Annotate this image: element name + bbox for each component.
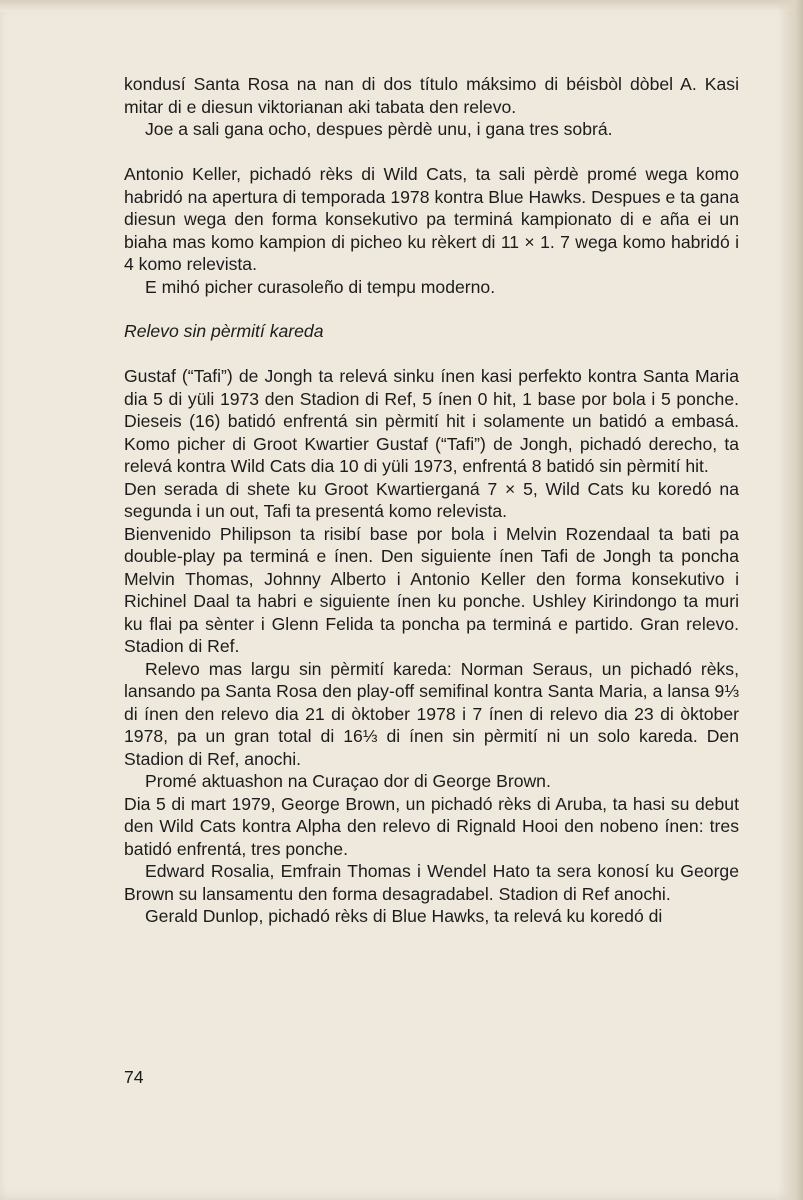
paragraph-3: Antonio Keller, pichadó rèks di Wild Cats, ta sali pèrdè promé wega komo habridó na apertura di temporada 1978 kontra Blue Hawks. Despues e ta gana diesun wega den forma konsekutivo pa terminá kampionato di e aña ei un biaha mas komo kampion di picheo ku rèkert di 11 × 1. 7 wega komo habridó i 4 komo relevista. (124, 164, 739, 274)
paragraph-7: Bienvenido Philipson ta risibí base por bola i Melvin Rozendaal ta bati pa double-play pa terminá e ínen. Den siguiente ínen Tafi de Jongh ta poncha Melvin Thomas, Johnny Alberto i Antonio Keller den forma konsekutivo i Richinel Daal ta habri e siguiente ínen ku ponche. Ushley Kirindongo ta muri ku flai pa sènter i Glenn Felida ta poncha pa terminá e partido. Gran relevo. Stadion di Ref. (124, 523, 739, 656)
paragraph-4: E mihó picher curasoleño di tempu moderno. (145, 276, 496, 297)
paragraph-10: Dia 5 di mart 1979, George Brown, un pichadó rèks di Aruba, ta hasi su debut den Wild Cats kontra Alpha den relevo di Rignald Hooi den nobeno ínen: tres batidó enfrentá, tres ponche. (124, 793, 739, 859)
page-right-shadow (777, 0, 803, 1200)
paragraph-11: Edward Rosalia, Emfrain Thomas i Wendel Hato ta sera konosí ku George Brown su lansamentu den forma desagradabel. Stadion di Ref anochi. (124, 861, 739, 904)
body-text (124, 73, 739, 928)
paragraph-12: Gerald Dunlop, pichadó rèks di Blue Hawks, ta relevá ku koredó di (145, 906, 663, 926)
page-top-shadow (0, 0, 803, 12)
paragraph-9: Promé aktuashon na Curaçao dor di George Brown. (145, 771, 551, 791)
paragraph-1: kondusí Santa Rosa na nan di dos título máksimo di béisbòl dòbel A. Kasi mitar di e diesun viktorianan aki tabata den relevo. (124, 74, 739, 117)
paragraph-6: Den serada di shete ku Groot Kwartierganá 7 × 5, Wild Cats ku koredó na segunda i un out, Tafi ta presentá komo relevista. (124, 478, 739, 521)
paragraph-5: Gustaf (“Tafi”) de Jongh ta relevá sinku ínen kasi perfekto kontra Santa Maria dia 5 di yüli 1973 den Stadion di Ref, 5 ínen 0 hit, 1 base por bola i 5 ponche. Dieseis (16) batidó enfrentá sin pèrmití hit i solamente un batidó a embasá. Komo picher di Groot Kwartier Gustaf (“Tafi”) de Jongh, pichadó derecho, ta relevá kontra Wild Cats dia 10 di yüli 1973, enfrentá 8 batidó sin pèrmití hit. (124, 366, 739, 476)
paragraph-8: Relevo mas largu sin pèrmití kareda: Norman Seraus, un pichadó rèks, lansando pa Santa Rosa den play-off semifinal kontra Santa Maria, a lansa 9⅓ di ínen den relevo dia 21 di òktober 1978 i 7 ínen di relevo dia 23 di òktober 1978, pa un gran total di 16⅓ di ínen sin pèrmití ni un solo kareda. Den Stadion di Ref, anochi. (124, 658, 739, 769)
paragraph-2: Joe a sali gana ocho, despues pèrdè unu, i gana tres sobrá. (145, 119, 613, 139)
page-number: 74 (124, 1067, 144, 1087)
section-heading: Relevo sin pèrmití kareda (124, 321, 324, 341)
